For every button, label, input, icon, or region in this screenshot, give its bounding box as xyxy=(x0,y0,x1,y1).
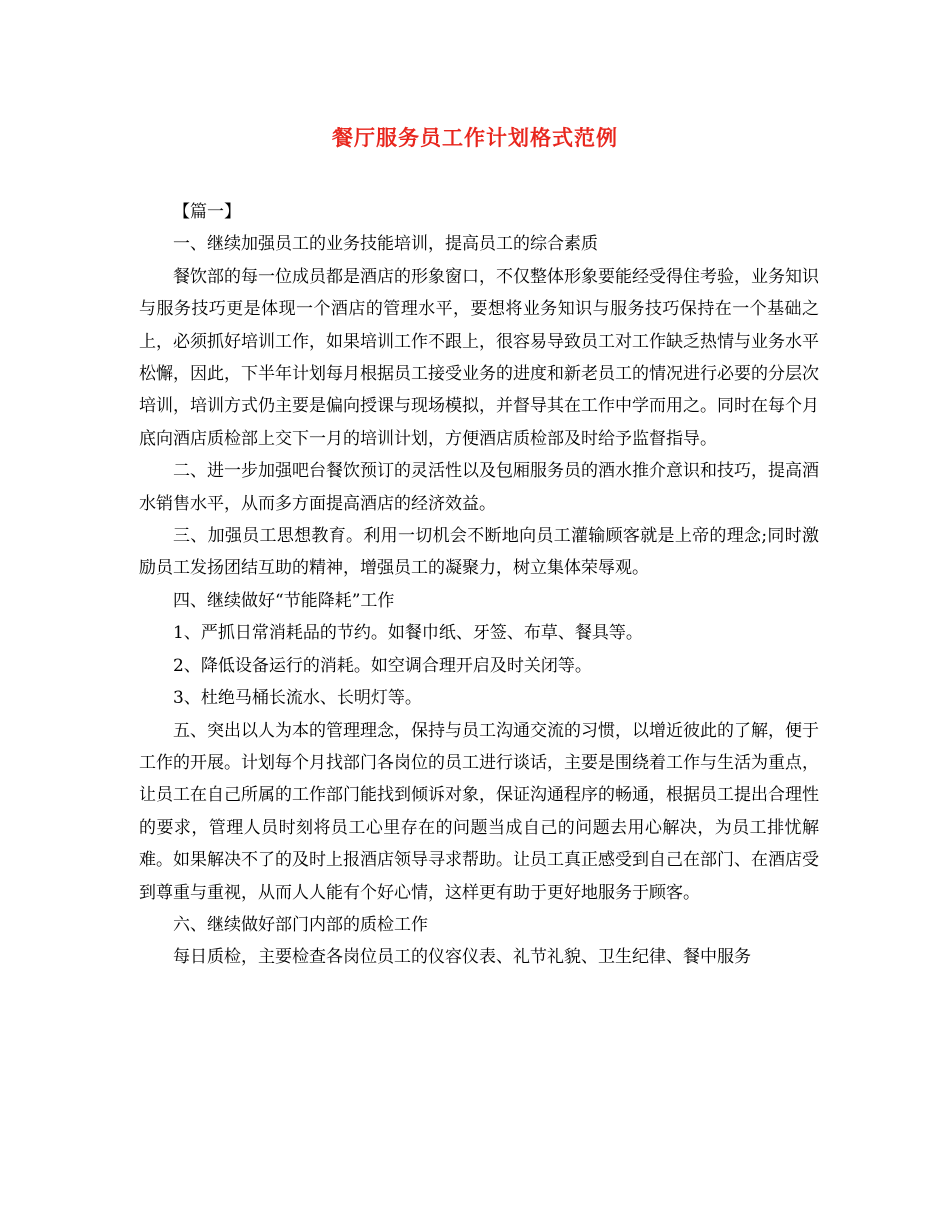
paragraph-1: 餐饮部的每一位成员都是酒店的形象窗口，不仅整体形象要能经受得住考验，业务知识与服务技巧更是体现一个酒店的管理水平，要想将业务知识与服务技巧保持在一个基础之上，必须抓好培训工作，如果培训工作不跟上，很容易导致员工对工作缺乏热情与业务水平松懈，因此，下半年计划每月根据员工接受业务的进度和新老员工的情况进行必要的分层次培训，培训方式仍主要是偏向授课与现场模拟，并督导其在工作中学而用之。同时在每个月底向酒店质检部上交下一月的培训计划，方便酒店质检部及时给予监督指导。 xyxy=(139,266,819,449)
heading-4: 四、继续做好“节能降耗”工作 xyxy=(173,590,395,611)
paragraph-6: 每日质检，主要检查各岗位员工的仪容仪表、礼节礼貌、卫生纪律、餐中服务 xyxy=(173,947,751,968)
document-body xyxy=(139,196,819,974)
heading-1: 一、继续加强员工的业务技能培训，提高员工的综合素质 xyxy=(173,234,598,255)
list-item-3: 3、杜绝马桶长流水、长明灯等。 xyxy=(173,688,422,709)
heading-3: 三、加强员工思想教育。利用一切机会不断地向员工灌输顾客就是上帝的理念;同时激励员工发扬团结互助的精神，增强员工的凝聚力，树立集体荣辱观。 xyxy=(139,526,819,579)
heading-2: 二、进一步加强吧台餐饮预订的灵活性以及包厢服务员的酒水推介意识和技巧，提高酒水销售水平，从而多方面提高酒店的经济效益。 xyxy=(139,461,819,514)
section-label: 【篇一】 xyxy=(173,202,241,222)
heading-5: 五、突出以人为本的管理理念，保持与员工沟通交流的习惯，以增近彼此的了解，便于工作的开展。计划每个月找部门各岗位的员工进行谈话，主要是围绕着工作与生活为重点，让员工在自己所属的工作部门能找到倾诉对象，保证沟通程序的畅通，根据员工提出合理性的要求，管理人员时刻将员工心里存在的问题当成自己的问题去用心解决，为员工排忧解难。如果解决不了的及时上报酒店领导寻求帮助。让员工真正感受到自己在部门、在酒店受到尊重与重视，从而人人能有个好心情，这样更有助于更好地服务于顾客。 xyxy=(139,720,819,903)
heading-6: 六、继续做好部门内部的质检工作 xyxy=(173,914,428,935)
list-item-2: 2、降低设备运行的消耗。如空调合理开启及时关闭等。 xyxy=(173,655,592,676)
document-title: 餐厅服务员工作计划格式范例 xyxy=(332,125,618,150)
list-item-1: 1、严抓日常消耗品的节约。如餐巾纸、牙签、布草、餐具等。 xyxy=(173,623,643,644)
